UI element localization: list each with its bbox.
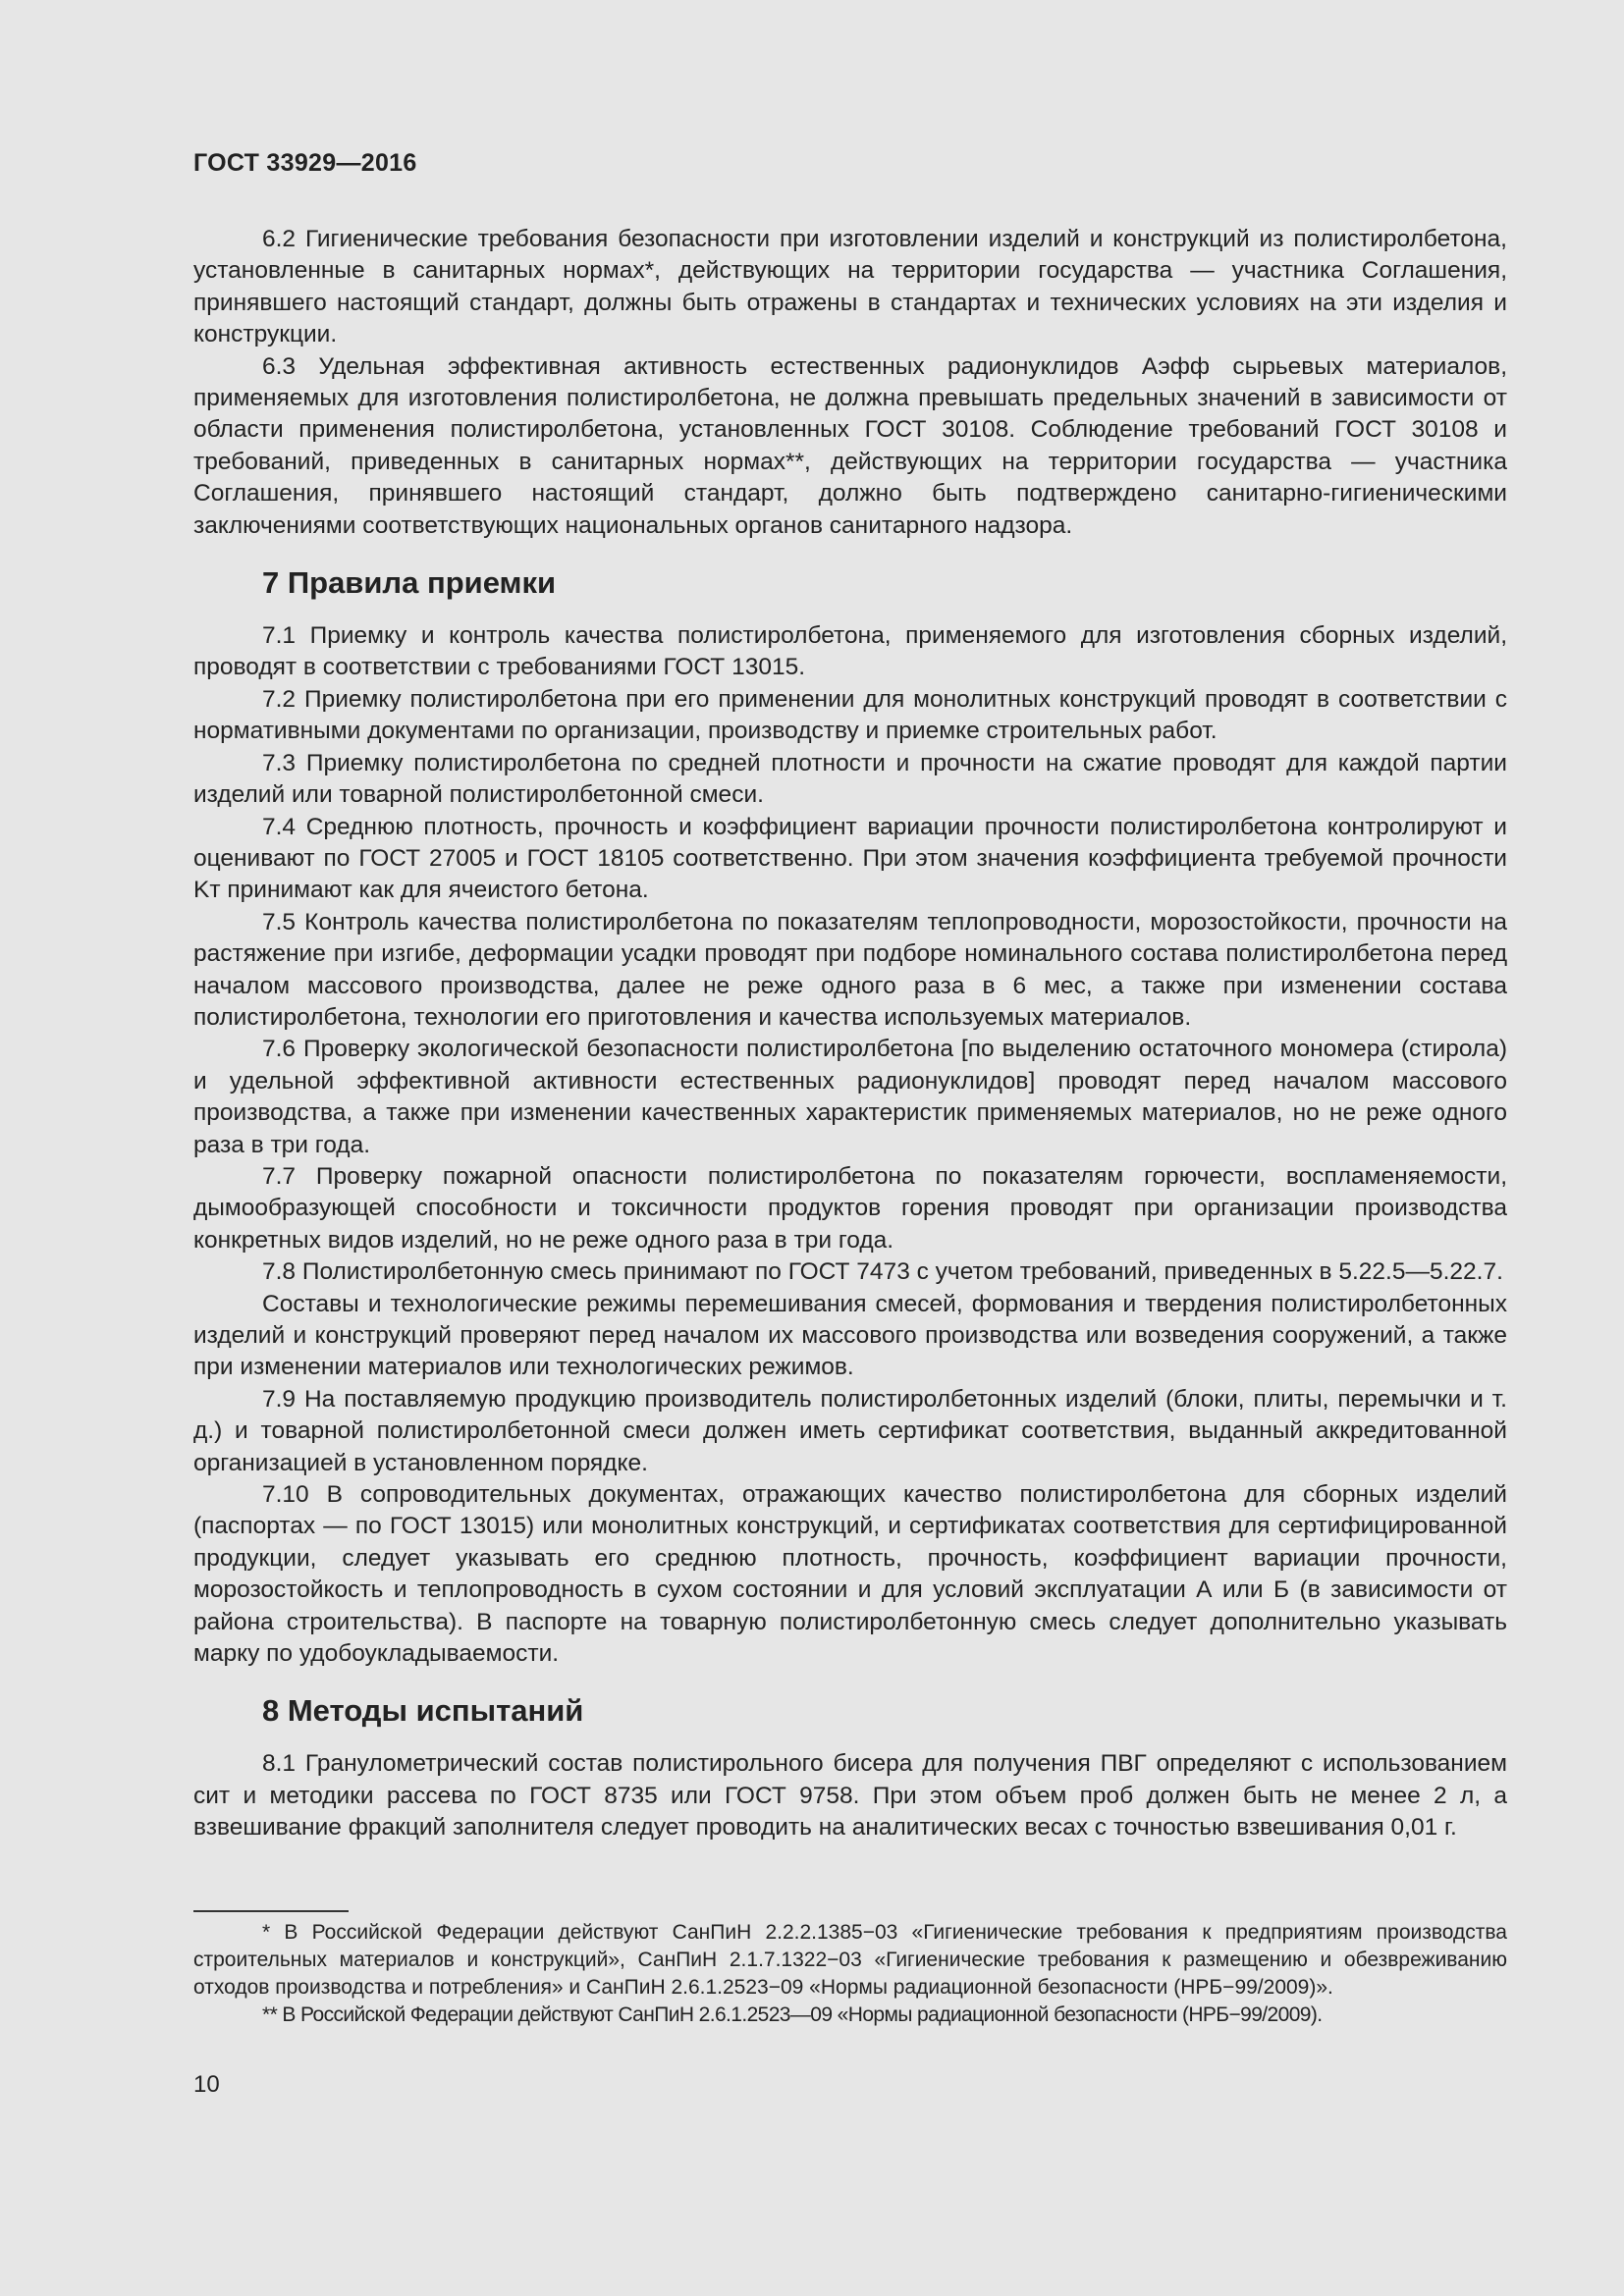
footnotes — [193, 1919, 1507, 2029]
document-header: ГОСТ 33929—2016 — [193, 149, 417, 177]
footnote-divider — [193, 1910, 349, 1912]
clause-6-3: 6.3 Удельная эффективная активность естественных радионуклидов Aэфф сырьевых материалов, применяемых для изготовления полистиролбетона, не должна превышать предельных значений в зависимости от области применения полистиролбетона, установленных ГОСТ 30108. Соблюдение требований ГОСТ 30108 и требований, приведенных в санитарных нормах**, действующих на территории государства — участника Соглашения, принявшего настоящий стандарт, должно быть подтверждено санитарно-гигиеническими заключениями соответствующих национальных органов санитарного надзора. — [193, 352, 1507, 539]
document-body — [193, 224, 1507, 1844]
section-7-heading: 7 Правила приемки — [262, 565, 557, 601]
footnote-2: ** В Российской Федерации действуют СанПиН 2.6.1.2523—09 «Нормы радиационной безопасности (НРБ−99/2009). — [262, 2003, 1323, 2026]
page-number: 10 — [193, 2071, 220, 2098]
clause-7-6: 7.6 Проверку экологической безопасности полистиролбетона [по выделению остаточного мономера (стирола) и удельной эффективной активности естественных радионуклидов] проводят перед началом массового производства, а также при изменении качественных характеристик применяемых материалов, но не реже одного раза в три года. — [193, 1036, 1507, 1158]
clause-7-1: 7.1 Приемку и контроль качества полистиролбетона, применяемого для изготовления сборных изделий, проводят в соответствии с требованиями ГОСТ 13015. — [193, 622, 1507, 681]
clause-7-2: 7.2 Приемку полистиролбетона при его применении для монолитных конструкций проводят в соответствии с нормативными документами по организации, производству и приемке строительных работ. — [193, 685, 1507, 745]
clause-7-8-continued: Составы и технологические режимы перемешивания смесей, формования и твердения полистиролбетонных изделий и конструкций проверяют перед началом их массового производства или возведения сооружений, а также при изменении материалов или технологических режимов. — [193, 1290, 1507, 1381]
section-8-heading: 8 Методы испытаний — [262, 1693, 584, 1729]
clause-7-8: 7.8 Полистиролбетонную смесь принимают по ГОСТ 7473 с учетом требований, приведенных в 5.22.5—5.22.7. — [262, 1258, 1503, 1286]
clause-7-10: 7.10 В сопроводительных документах, отражающих качество полистиролбетона для сборных изделий (паспортах — по ГОСТ 13015) или монолитных конструкций, и сертификатах соответствия для сертифицированной продукции, следует указывать его среднюю плотность, прочность, коэффициент вариации прочности, морозостойкость и теплопроводность в сухом состоянии и для условий эксплуатации А или Б (в зависимости от района строительства). В паспорте на товарную полистиролбетонную смесь следует дополнительно указывать марку по удобоукладываемости. — [193, 1481, 1507, 1668]
clause-6-2: 6.2 Гигиенические требования безопасности при изготовлении изделий и конструкций из полистиролбетона, установленные в санитарных нормах*, действующих на территории государства — участника Соглашения, принявшего настоящий стандарт, должны быть отражены в стандартах и технических условиях на эти изделия и конструкции. — [193, 226, 1507, 348]
clause-7-4: 7.4 Среднюю плотность, прочность и коэффициент вариации прочности полистиролбетона контролируют и оценивают по ГОСТ 27005 и ГОСТ 18105 соответственно. При этом значения коэффициента требуемой прочности Kт принимают как для ячеистого бетона. — [193, 813, 1507, 904]
clause-8-1: 8.1 Гранулометрический состав полистирольного бисера для получения ПВГ определяют с использованием сит и методики рассева по ГОСТ 8735 или ГОСТ 9758. При этом объем проб должен быть не менее 2 л, а взвешивание фракций заполнителя следует проводить на аналитических весах с точностью взвешивания 0,01 г. — [193, 1750, 1507, 1842]
clause-7-9: 7.9 На поставляемую продукцию производитель полистиролбетонных изделий (блоки, плиты, перемычки и т. д.) и товарной полистиролбетонной смеси должен иметь сертификат соответствия, выданный аккредитованной организацией в установленном порядке. — [193, 1385, 1507, 1476]
clause-7-3: 7.3 Приемку полистиролбетона по средней плотности и прочности на сжатие проводят для каждой партии изделий или товарной полистиролбетонной смеси. — [193, 749, 1507, 809]
footnote-1: * В Российской Федерации действуют СанПиН 2.2.2.1385−03 «Гигиенические требования к предприятиям производства строительных материалов и конструкций», СанПиН 2.1.7.1322−03 «Гигиенические требования к размещению и обезвреживанию отходов производства и потребления» и СанПиН 2.6.1.2523−09 «Нормы радиационной безопасности (НРБ−99/2009)». — [193, 1921, 1507, 1999]
clause-7-5: 7.5 Контроль качества полистиролбетона по показателям теплопроводности, морозостойкости, прочности на растяжение при изгибе, деформации усадки проводят при подборе номинального состава полистиролбетона перед началом массового производства, далее не реже одного раза в 6 мес, а также при изменении состава полистиролбетона, технологии его приготовления и качества используемых материалов. — [193, 908, 1507, 1031]
clause-7-7: 7.7 Проверку пожарной опасности полистиролбетона по показателям горючести, воспламеняемости, дымообразующей способности и токсичности продуктов горения проводят при организации производства конкретных видов изделий, но не реже одного раза в три года. — [193, 1162, 1507, 1254]
